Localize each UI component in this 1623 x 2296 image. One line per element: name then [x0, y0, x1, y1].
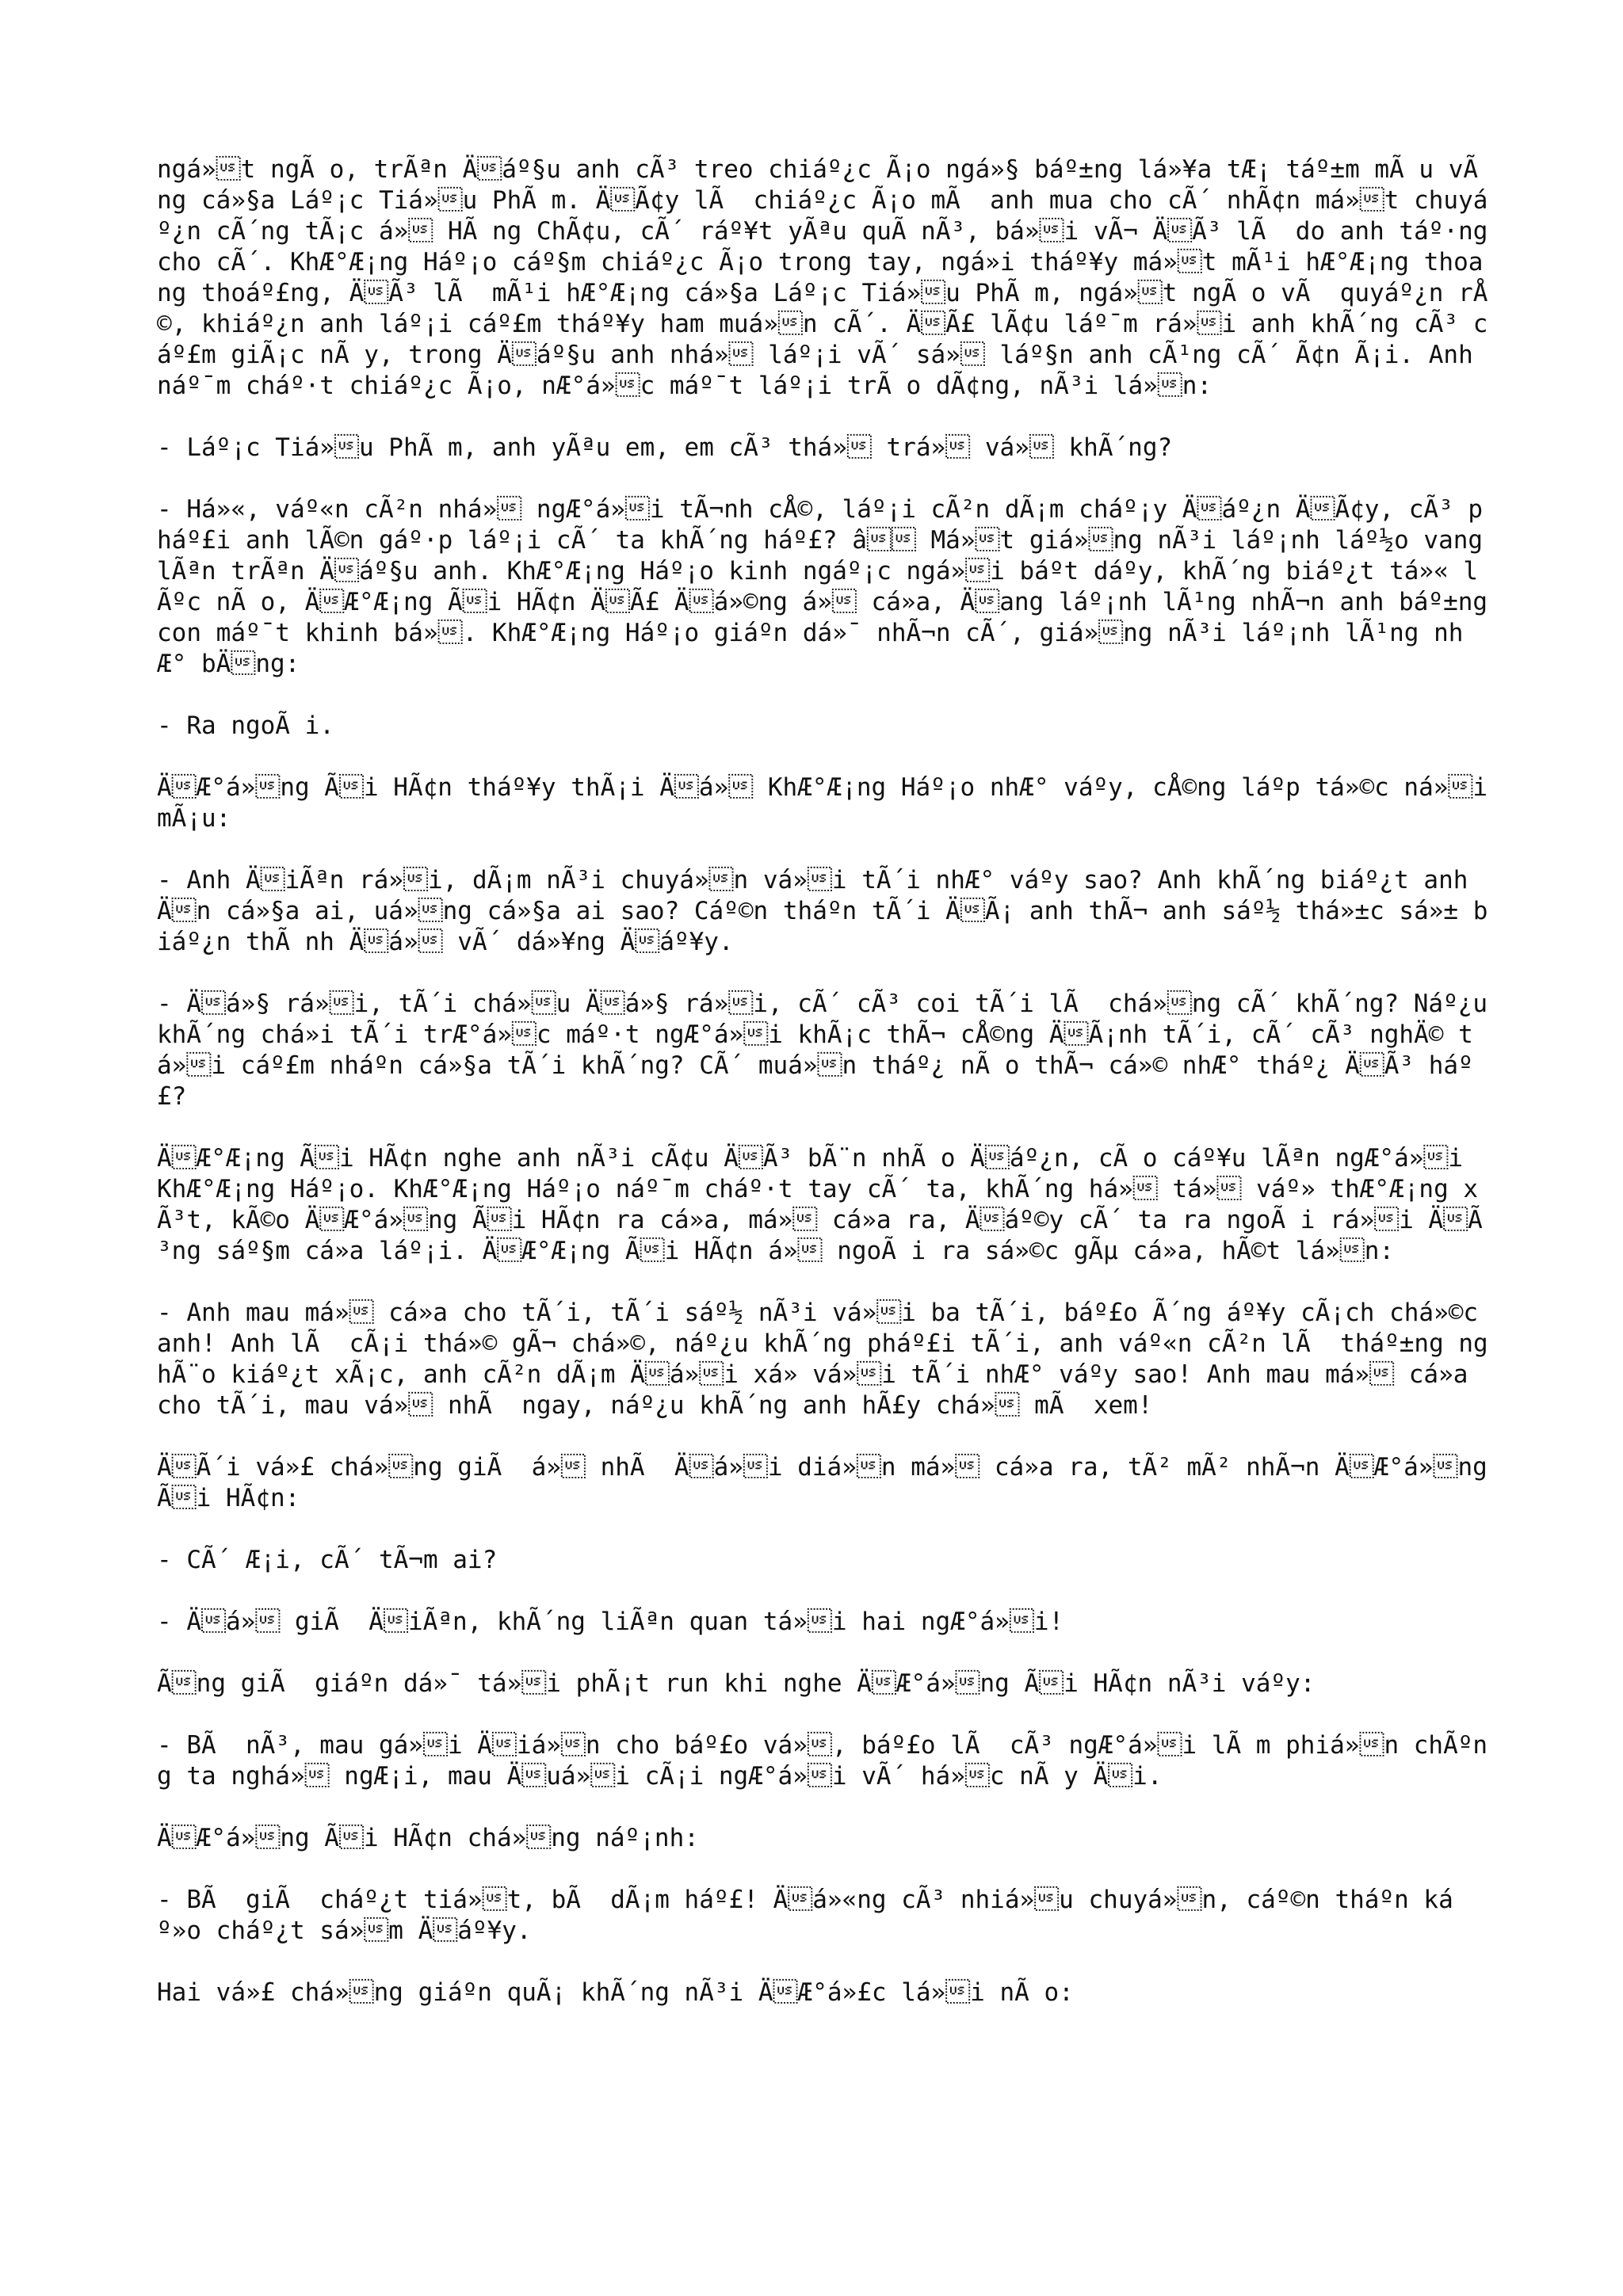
paragraph: - BÃ nÃ³, mau gá» i Ä iá» n cho báº£o vá» , báº£o lÃ cÃ³ ngÆ°á» i lÃ m phiá» n chÃºng ta nghá» ngÆ¡i, mau Ä uá» i cÃ¡i ngÆ°á» i vÃ´ há» c nÃ y Ä i. — [157, 1731, 1488, 1791]
paragraph: Ä Æ°á» ng Ã i HÃ¢n chá» ng náº¡nh: — [157, 1824, 699, 1852]
paragraph: - Anh Ä iÃªn rá» i, dÃ¡m nÃ³i chuyá» n vá» i tÃ´i nhÆ° váºy sao? Anh khÃ´ng biáº¿t anh Ä n cá»§a ai, uá» ng cá»§a ai sao? Cáº©n tháºn tÃ´i Ä Ã¡ anh thÃ¬ anh sáº½ thá»±c sá»± biáº¿n thÃ nh Ä á» vÃ´ dá»¥ng Ä áº¥y. — [157, 866, 1488, 956]
paragraph: - Anh mau má» cá»a cho tÃ´i, tÃ´i sáº½ nÃ³i vá» i ba tÃ´i, báº£o Ã´ng áº¥y cÃ¡ch chá»©c anh! Anh lÃ cÃ¡i thá»© gÃ¬ chá»©, náº¿u khÃ´ng pháº£i tÃ´i, anh váº«n cÃ²n lÃ tháº±ng nghÃ¨o kiáº¿t xÃ¡c, anh cÃ²n dÃ¡m Ä á» i xá» vá» i tÃ´i nhÆ° váºy sao! Anh mau má» cá»a cho tÃ´i, mau vá» nhÃ ngay, náº¿u khÃ´ng anh hÃ£y chá» mÃ xem! — [157, 1299, 1493, 1420]
paragraph: Ä Æ°á» ng Ã i HÃ¢n tháº¥y thÃ¡i Ä á» KhÆ°Æ¡ng Háº¡o nhÆ° váºy, cÅ©ng láºp tá»©c ná» i mÃ¡u: — [157, 773, 1503, 833]
paragraph: Ä Æ°Æ¡ng Ã i HÃ¢n nghe anh nÃ³i cÃ¢u Ä Ã³ bÃ¨n nhÃ o Ä áº¿n, cÃ o cáº¥u lÃªn ngÆ°á» i KhÆ°Æ¡ng Háº¡o. KhÆ°Æ¡ng Háº¡o náº¯m cháº·t tay cÃ´ ta, khÃ´ng há» tá» váº» thÆ°Æ¡ng xÃ³t, kÃ©o Ä Æ°á» ng Ã i HÃ¢n ra cá»a, má» cá»a ra, Ä áº©y cÃ´ ta ra ngoÃ i rá» i Ä Ã³ng sáº§m cá»a láº¡i. Ä Æ°Æ¡ng Ã i HÃ¢n á» ngoÃ i ra sá»©c gÃµ cá»a, hÃ©t lá» n: — [157, 1144, 1483, 1265]
paragraph: Hai vá»£ chá» ng giáºn quÃ¡ khÃ´ng nÃ³i Ä Æ°á»£c lá» i nÃ o: — [157, 1978, 1074, 2007]
paragraph: - Ä á»§ rá» i, tÃ´i chá» u Ä á»§ rá» i, cÃ´ cÃ³ coi tÃ´i lÃ chá» ng cÃ´ khÃ´ng? Náº¿u khÃ´ng chá»i tÃ´i trÆ°á» c máº·t ngÆ°á» i khÃ¡c thÃ¬ cÅ©ng Ä Ã¡nh tÃ´i, cÃ´ cÃ³ nghÄ© tá» i cáº£m nháºn cá»§a tÃ´i khÃ´ng? CÃ´ muá» n tháº¿ nÃ o thÃ¬ cá»© nhÆ° tháº¿ Ä Ã³ háº£? — [157, 990, 1503, 1111]
paragraph: - Láº¡c Tiá» u PhÃ m, anh yÃªu em, em cÃ³ thá» trá» vá» khÃ´ng? — [157, 433, 1173, 462]
paragraph: ngá» t ngÃ o, trÃªn Ä áº§u anh cÃ³ treo chiáº¿c Ã¡o ngá»§ báº±ng lá»¥a tÆ¡ táº±m mÃ u vÃ ng cá»§a Láº¡c Tiá» u PhÃ m. Ä Ã¢y lÃ chiáº¿c Ã¡o mÃ anh mua cho cÃ´ nhÃ¢n má» t chuyáº¿n cÃ´ng tÃ¡c á» HÃ ng ChÃ¢u, cÃ´ ráº¥t yÃªu quÃ nÃ³, bá» i vÃ¬ Ä Ã³ lÃ do anh táº·ng cho cÃ´. KhÆ°Æ¡ng Háº¡o cáº§m chiáº¿c Ã¡o trong tay, ngá»i tháº¥y má» t mÃ¹i hÆ°Æ¡ng thoang thoáº£ng, Ä Ã³ lÃ mÃ¹i hÆ°Æ¡ng cá»§a Láº¡c Tiá» u PhÃ m, ngá» t ngÃ o vÃ quyáº¿n rÅ©, khiáº¿n anh láº¡i cáº£m tháº¥y ham muá» n cÃ´. Ä Ã£ lÃ¢u láº¯m rá» i anh khÃ´ng cÃ³ cáº£m giÃ¡c nÃ y, trong Ä áº§u anh nhá» láº¡i vÃ´ sá» láº§n anh cÃ¹ng cÃ´ Ã¢n Ã¡i. Anh náº¯m cháº·t chiáº¿c Ã¡o, nÆ°á» c máº¯t láº¡i trÃ o dÃ¢ng, nÃ³i lá» n: — [157, 155, 1503, 400]
paragraph: - CÃ´ Æ¡i, cÃ´ tÃ¬m ai? — [157, 1546, 498, 1574]
document-body — [157, 154, 1503, 2039]
paragraph: - Ä á» giÃ Ä iÃªn, khÃ´ng liÃªn quan tá» i hai ngÆ°á» i! — [157, 1608, 1064, 1636]
paragraph: - Ra ngoÃ i. — [157, 711, 334, 740]
paragraph: Ã ng giÃ giáºn dá»¯ tá» i phÃ¡t run khi nghe Ä Æ°á» ng Ã i HÃ¢n nÃ³i váºy: — [157, 1669, 1316, 1698]
paragraph: - Há»«, váº«n cÃ²n nhá» ngÆ°á» i tÃ¬nh cÅ©, láº¡i cÃ²n dÃ¡m cháº¡y Ä áº¿n Ä Ã¢y, cÃ³ pháº£i anh lÃ©n gáº·p láº¡i cÃ´ ta khÃ´ng háº£? â Má» t giá» ng nÃ³i láº¡nh láº½o vang lÃªn trÃªn Ä áº§u anh. KhÆ°Æ¡ng Háº¡o kinh ngáº¡c ngá» i báºt dáºy, khÃ´ng biáº¿t tá»« lÃºc nÃ o, Ä Æ°Æ¡ng Ã i HÃ¢n Ä Ã£ Ä á»©ng á» cá»a, Ä ang láº¡nh lÃ¹ng nhÃ¬n anh báº±ng con máº¯t khinh bá» . KhÆ°Æ¡ng Háº¡o giáºn dá»¯ nhÃ¬n cÃ´, giá» ng nÃ³i láº¡nh lÃ¹ng nhÆ° bÄ ng: — [157, 495, 1503, 678]
paragraph: - BÃ giÃ cháº¿t tiá» t, bÃ dÃ¡m háº£! Ä á»«ng cÃ³ nhiá» u chuyá» n, cáº©n tháºn káº»o cháº¿t sá» m Ä áº¥y. — [157, 1886, 1453, 1945]
paragraph: Ä Ã´i vá»£ chá» ng giÃ á» nhÃ Ä á» i diá» n má» cá»a ra, tÃ² mÃ² nhÃ¬n Ä Æ°á» ng Ã i HÃ¢n: — [157, 1453, 1503, 1512]
